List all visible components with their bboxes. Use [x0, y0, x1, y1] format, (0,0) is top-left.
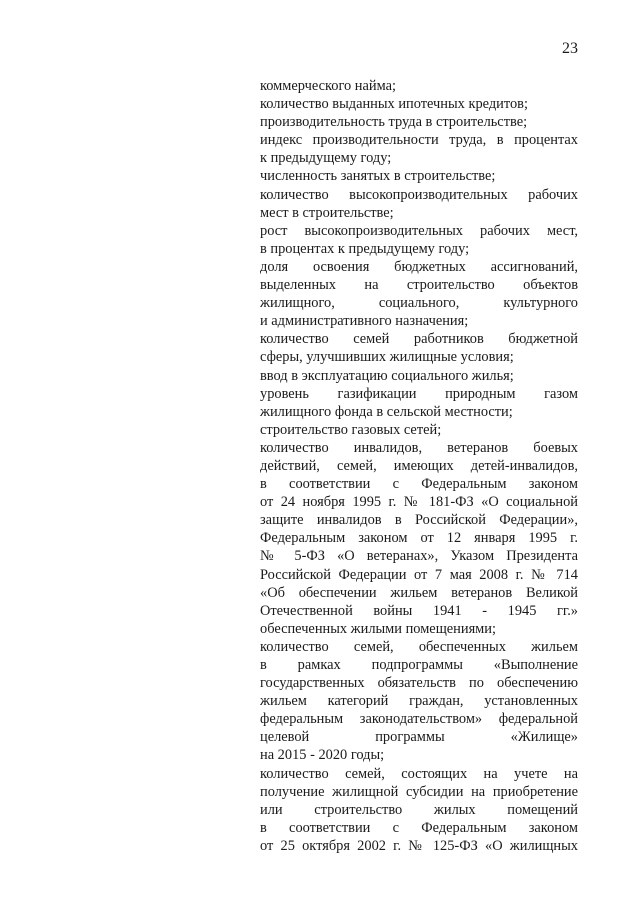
body-text	[260, 77, 578, 855]
text-line: от 25 октября 2002 г. № 125-ФЗ «О жилищных	[260, 837, 578, 854]
text-line: количество выданных ипотечных кредитов;	[260, 96, 528, 113]
text-line: мест в строительстве;	[260, 204, 394, 221]
text-line: количество высокопроизводительных рабочих	[260, 186, 578, 203]
text-line: строительство газовых сетей;	[260, 421, 442, 438]
text-line: или строительство жилых помещений	[260, 801, 578, 818]
text-line: защите инвалидов в Российской Федерации»,	[260, 512, 578, 529]
text-line: от 24 ноября 1995 г. № 181-ФЗ «О социальной	[260, 494, 578, 511]
text-line: Отечественной войны 1941 - 1945 гг.»	[260, 602, 578, 619]
text-line: рост высокопроизводительных рабочих мест,	[260, 222, 578, 239]
text-line: и административного назначения;	[260, 313, 469, 330]
text-line: федеральным законодательством» федеральной	[260, 711, 578, 728]
text-line: численность занятых в строительстве;	[260, 168, 496, 185]
text-line: количество семей, состоящих на учете на	[260, 765, 578, 782]
text-line: сферы, улучшивших жилищные условия;	[260, 349, 514, 366]
text-line: уровень газификации природным газом	[260, 385, 578, 402]
text-line: в соответствии с Федеральным законом	[260, 819, 578, 836]
text-line: в рамках подпрограммы «Выполнение	[260, 657, 578, 673]
text-line: «Об обеспечении жильем ветеранов Великой	[260, 584, 578, 601]
page-number: 23	[562, 40, 578, 57]
text-line: количество семей работников бюджетной	[260, 331, 578, 348]
text-line: на 2015 - 2020 годы;	[260, 747, 385, 764]
text-line: в соответствии с Федеральным законом	[260, 476, 578, 493]
text-line: выделенных на строительство объектов	[260, 277, 578, 294]
text-line: жилищного фонда в сельской местности;	[260, 403, 513, 420]
text-line: получение жилищной субсидии на приобретение	[260, 783, 578, 800]
text-line: количество инвалидов, ветеранов боевых	[260, 439, 578, 456]
text-line: производительность труда в строительстве;	[260, 114, 528, 131]
text-line: государственных обязательств по обеспечению	[260, 675, 578, 692]
text-line: количество семей, обеспеченных жильем	[260, 638, 578, 655]
text-line: к предыдущему году;	[260, 150, 392, 167]
text-line: коммерческого найма;	[260, 78, 396, 94]
text-line: доля освоения бюджетных ассигнований,	[260, 258, 578, 275]
text-line: Российской Федерации от 7 мая 2008 г. № 714	[260, 566, 578, 583]
text-line: Федеральным законом от 12 января 1995 г.	[260, 530, 578, 547]
text-line: целевой программы «Жилище»	[260, 729, 578, 746]
text-line: № 5-ФЗ «О ветеранах», Указом Президента	[260, 548, 578, 565]
text-line: индекс производительности труда, в процентах	[260, 132, 578, 149]
text-line: в процентах к предыдущему году;	[260, 240, 470, 257]
text-line: действий, семей, имеющих детей-инвалидов,	[260, 457, 578, 474]
text-line: жильем категорий граждан, установленных	[260, 693, 578, 710]
text-line: жилищного, социального, культурного	[260, 295, 578, 312]
text-line: ввод в эксплуатацию социального жилья;	[260, 367, 514, 384]
text-line: обеспеченных жилыми помещениями;	[260, 620, 496, 637]
